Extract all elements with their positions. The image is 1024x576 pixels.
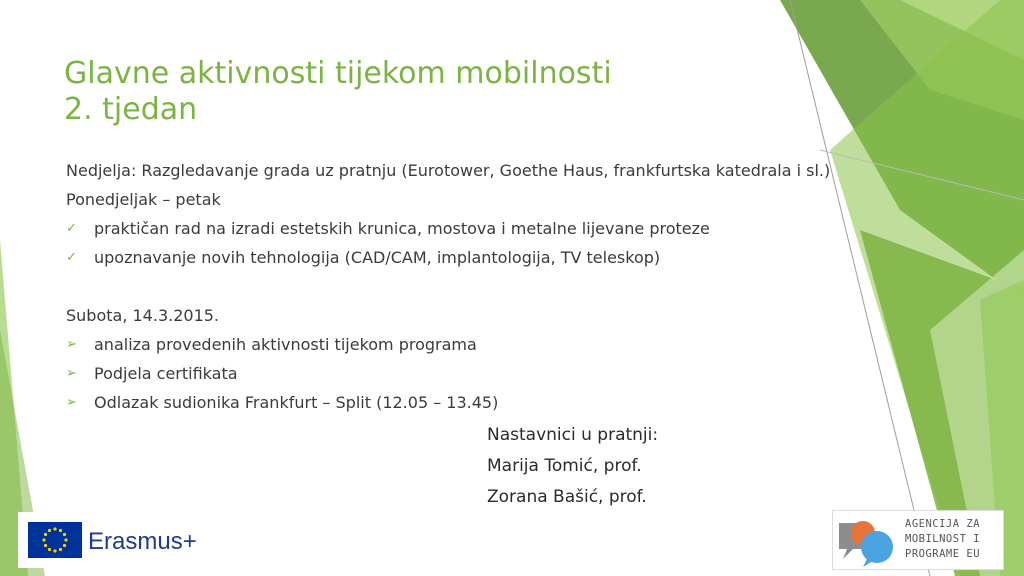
arrow-bullet-icon: ➢ [66,395,77,410]
teachers-block [487,420,658,513]
list-item [66,243,826,272]
list-item-text: analiza provedenih aktivnosti tijekom programa [94,335,477,354]
slide-body [66,156,831,417]
teacher-name: Marija Tomić, prof. [487,456,642,476]
teachers-heading: Nastavnici u pratnji: [487,425,659,445]
spacer [66,272,826,301]
agency-line: MOBILNOST I [905,533,981,545]
title-line-1: Glavne aktivnosti tijekom mobilnosti [64,56,612,91]
list-item [66,359,826,388]
arrow-bullet-icon: ➢ [66,337,77,352]
list-item [66,214,826,243]
agency-line: AGENCIJA ZA [905,518,981,530]
arrow-bullet-icon: ➢ [66,366,77,381]
line-sunday: Nedjelja: Razgledavanje grada uz pratnju (Eurotower, Goethe Haus, frankfurtska katedrala i sl.) [66,161,831,180]
list-item-text: praktičan rad na izradi estetskih krunica, mostova i metalne lijevane proteze [94,219,710,238]
list-item [66,330,826,359]
check-icon: ✓ [66,250,77,265]
list-item-text: upoznavanje novih tehnologija (CAD/CAM, implantologija, TV teleskop) [94,248,661,267]
list-item-text: Odlazak sudionika Frankfurt – Split (12.05 – 13.45) [94,393,499,412]
list-item [66,388,826,417]
list-item-text: Podjela certifikata [94,364,238,383]
check-icon: ✓ [66,221,77,236]
slide-title [64,56,704,128]
line-weekdays: Ponedjeljak – petak [66,190,221,209]
erasmus-logo [18,512,218,568]
agency-line: PROGRAME EU [905,548,981,560]
eu-flag-icon [28,522,82,558]
title-line-2: 2. tjedan [64,92,198,127]
erasmus-logo-text: Erasmus+ [88,528,197,555]
line-saturday: Subota, 14.3.2015. [66,306,220,325]
teacher-name: Zorana Bašić, prof. [487,487,647,507]
agency-logo [832,510,1004,570]
agency-logo-text [905,517,980,562]
agency-speech-bubbles-icon [837,515,897,567]
